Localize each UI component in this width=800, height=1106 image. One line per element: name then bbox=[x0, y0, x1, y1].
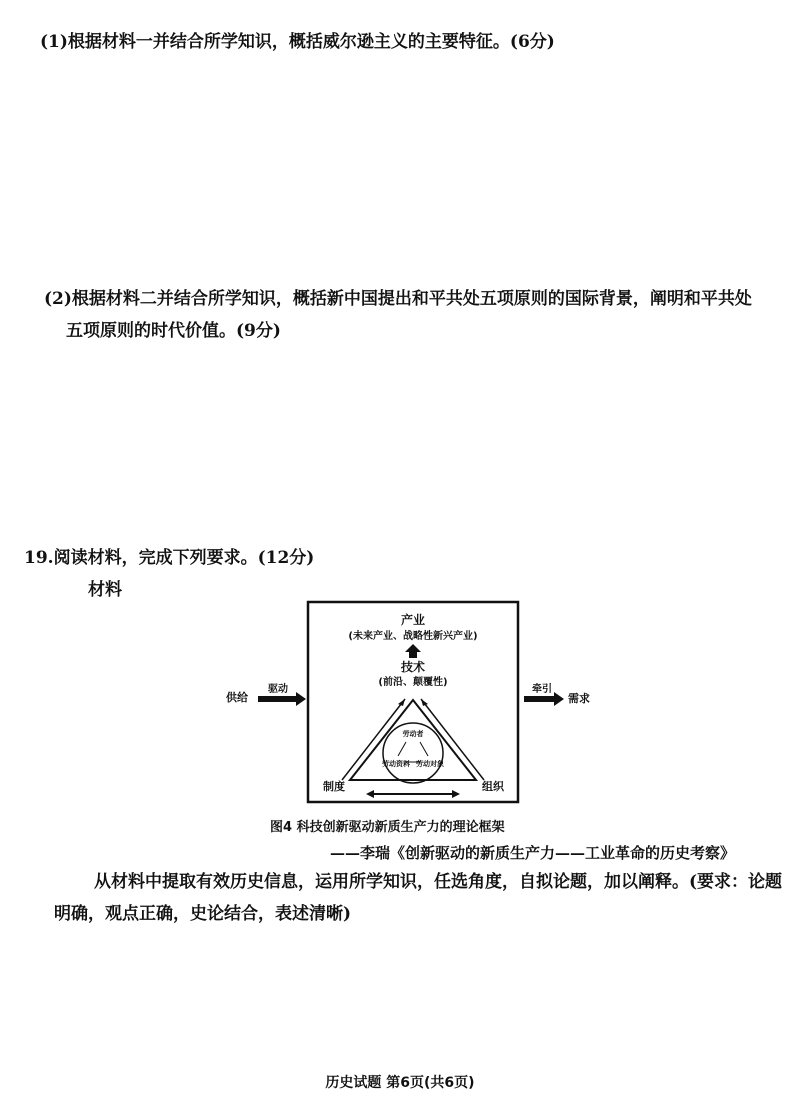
industry-label: 产业 bbox=[400, 613, 426, 627]
question-2-line-1: (2)根据材料二并结合所学知识，概括新中国提出和平共处五项原则的国际背景，阐明和平共处 bbox=[44, 289, 752, 309]
supply-label: 供给 bbox=[226, 691, 248, 704]
question-19-task bbox=[54, 866, 784, 930]
labor-means-label: 劳动资料 bbox=[382, 760, 410, 768]
right-arrow-head-icon bbox=[421, 699, 428, 706]
demand-label: 需求 bbox=[568, 692, 590, 705]
task-line-2: 明确，观点正确，史论结合，表述清晰) bbox=[54, 904, 352, 924]
question-19-heading: 19.阅读材料，完成下列要求。(12分) bbox=[24, 548, 315, 568]
industry-detail: (未来产业、战略性新兴产业) bbox=[348, 631, 478, 642]
figure-caption: 图4 科技创新驱动新质生产力的理论框架 bbox=[270, 820, 505, 835]
inner-arrow-icon bbox=[420, 742, 428, 756]
technology-label: 技术 bbox=[400, 660, 426, 674]
pull-label: 牵引 bbox=[532, 684, 552, 695]
page-footer: 历史试题 第6页(共6页) bbox=[325, 1075, 475, 1091]
framework-figure bbox=[220, 600, 620, 810]
organization-label: 组织 bbox=[482, 780, 504, 793]
question-2 bbox=[44, 283, 780, 347]
question-1: (1)根据材料一并结合所学知识，概括威尔逊主义的主要特征。(6分) bbox=[40, 32, 555, 52]
technology-detail: (前沿、颠覆性) bbox=[378, 677, 448, 688]
inner-arrow-icon bbox=[398, 742, 406, 756]
labor-object-label: 劳动对象 bbox=[416, 760, 444, 768]
framework-diagram bbox=[220, 600, 620, 810]
drive-label: 驱动 bbox=[268, 684, 288, 695]
bottom-arrow-left-icon bbox=[366, 790, 374, 798]
institution-label: 制度 bbox=[323, 780, 345, 793]
left-arrow-head-icon bbox=[398, 699, 405, 706]
question-2-line-2: 五项原则的时代价值。(9分) bbox=[66, 321, 281, 341]
framework-triangle bbox=[350, 700, 476, 780]
laborer-label: 劳动者 bbox=[402, 730, 424, 738]
up-arrow-icon bbox=[405, 644, 421, 658]
bottom-arrow-right-icon bbox=[452, 790, 460, 798]
figure-source: ——李瑞《创新驱动的新质生产力——工业革命的历史考察》 bbox=[330, 844, 736, 862]
task-line-1: 从材料中提取有效历史信息，运用所学知识，任选角度，自拟论题，加以阐释。(要求：论题 bbox=[94, 872, 783, 892]
material-label: 材料 bbox=[88, 580, 122, 600]
